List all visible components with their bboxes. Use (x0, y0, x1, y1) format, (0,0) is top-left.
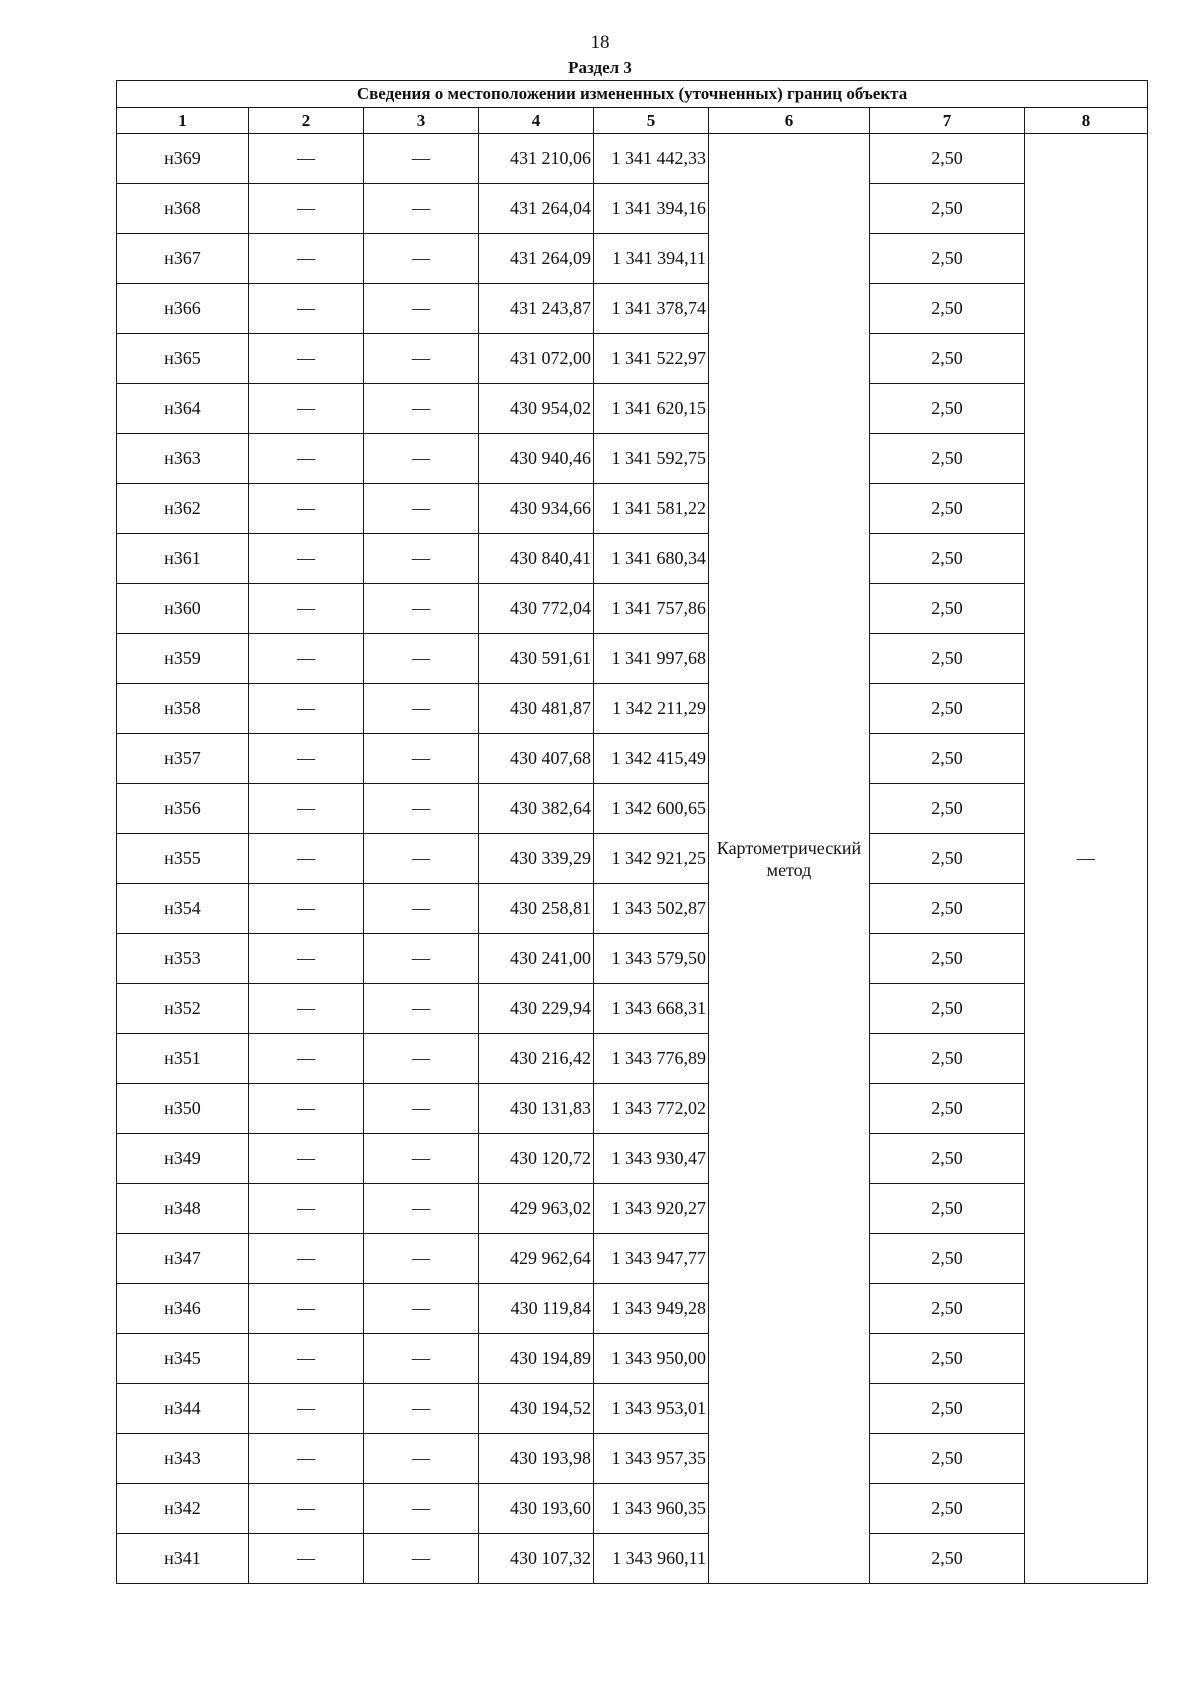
x-coordinate-cell: 430 339,29 (479, 834, 594, 884)
point-number-cell: н342 (117, 1484, 249, 1534)
point-number-cell: н364 (117, 384, 249, 434)
column-3-cell: — (364, 1034, 479, 1084)
x-coordinate-cell: 431 210,06 (479, 134, 594, 184)
x-coordinate-cell: 430 954,02 (479, 384, 594, 434)
x-coordinate-cell: 430 131,83 (479, 1084, 594, 1134)
column-header-5: 5 (594, 108, 709, 134)
y-coordinate-cell: 1 341 394,16 (594, 184, 709, 234)
accuracy-cell: 2,50 (870, 434, 1025, 484)
table-row (117, 1334, 1148, 1384)
y-coordinate-cell: 1 343 776,89 (594, 1034, 709, 1084)
x-coordinate-cell: 430 840,41 (479, 534, 594, 584)
column-numbers-row (117, 108, 1148, 134)
x-coordinate-cell: 430 382,64 (479, 784, 594, 834)
page-number: 18 (590, 32, 610, 53)
accuracy-cell: 2,50 (870, 934, 1025, 984)
y-coordinate-cell: 1 342 415,49 (594, 734, 709, 784)
column-2-cell: — (249, 1284, 364, 1334)
column-2-cell: — (249, 1034, 364, 1084)
x-coordinate-cell: 429 963,02 (479, 1184, 594, 1234)
column-3-cell: — (364, 684, 479, 734)
accuracy-cell: 2,50 (870, 234, 1025, 284)
column-3-cell: — (364, 1334, 479, 1384)
point-number-cell: н348 (117, 1184, 249, 1234)
column-2-cell: — (249, 1534, 364, 1584)
point-number-cell: н347 (117, 1234, 249, 1284)
point-number-cell: н352 (117, 984, 249, 1034)
table-row (117, 734, 1148, 784)
column-2-cell: — (249, 1184, 364, 1234)
point-number-cell: н345 (117, 1334, 249, 1384)
point-number-cell: н351 (117, 1034, 249, 1084)
table-row (117, 1034, 1148, 1084)
table-row (117, 884, 1148, 934)
y-coordinate-cell: 1 343 772,02 (594, 1084, 709, 1134)
column-header-6: 6 (709, 108, 870, 134)
point-number-cell: н356 (117, 784, 249, 834)
column-8-cell: — (1025, 134, 1148, 1584)
y-coordinate-cell: 1 341 581,22 (594, 484, 709, 534)
column-3-cell: — (364, 834, 479, 884)
section-title: Раздел 3 (568, 58, 632, 77)
column-2-cell: — (249, 1134, 364, 1184)
y-coordinate-cell: 1 343 960,35 (594, 1484, 709, 1534)
x-coordinate-cell: 430 407,68 (479, 734, 594, 784)
column-3-cell: — (364, 1484, 479, 1534)
point-number-cell: н355 (117, 834, 249, 884)
column-3-cell: — (364, 284, 479, 334)
y-coordinate-cell: 1 341 592,75 (594, 434, 709, 484)
column-3-cell: — (364, 1084, 479, 1134)
y-coordinate-cell: 1 341 757,86 (594, 584, 709, 634)
table-row (117, 1284, 1148, 1334)
column-3-cell: — (364, 334, 479, 384)
table-row (117, 784, 1148, 834)
column-3-cell: — (364, 1134, 479, 1184)
point-number-cell: н369 (117, 134, 249, 184)
column-3-cell: — (364, 934, 479, 984)
accuracy-cell: 2,50 (870, 184, 1025, 234)
x-coordinate-cell: 431 264,09 (479, 234, 594, 284)
y-coordinate-cell: 1 343 950,00 (594, 1334, 709, 1384)
column-2-cell: — (249, 134, 364, 184)
table-row (117, 284, 1148, 334)
x-coordinate-cell: 431 072,00 (479, 334, 594, 384)
point-number-cell: н359 (117, 634, 249, 684)
accuracy-cell: 2,50 (870, 1034, 1025, 1084)
boundary-coordinates-table (116, 80, 1148, 1584)
column-2-cell: — (249, 534, 364, 584)
table-row (117, 534, 1148, 584)
y-coordinate-cell: 1 343 930,47 (594, 1134, 709, 1184)
accuracy-cell: 2,50 (870, 1334, 1025, 1384)
column-2-cell: — (249, 734, 364, 784)
column-3-cell: — (364, 184, 479, 234)
column-3-cell: — (364, 1184, 479, 1234)
table-row (117, 484, 1148, 534)
point-number-cell: н341 (117, 1534, 249, 1584)
y-coordinate-cell: 1 343 960,11 (594, 1534, 709, 1584)
column-2-cell: — (249, 434, 364, 484)
column-3-cell: — (364, 984, 479, 1034)
column-2-cell: — (249, 684, 364, 734)
y-coordinate-cell: 1 342 600,65 (594, 784, 709, 834)
column-2-cell: — (249, 984, 364, 1034)
column-header-3: 3 (364, 108, 479, 134)
point-number-cell: н353 (117, 934, 249, 984)
x-coordinate-cell: 430 120,72 (479, 1134, 594, 1184)
column-2-cell: — (249, 234, 364, 284)
accuracy-cell: 2,50 (870, 1234, 1025, 1284)
y-coordinate-cell: 1 341 442,33 (594, 134, 709, 184)
x-coordinate-cell: 431 243,87 (479, 284, 594, 334)
point-number-cell: н354 (117, 884, 249, 934)
column-header-8: 8 (1025, 108, 1148, 134)
y-coordinate-cell: 1 343 579,50 (594, 934, 709, 984)
table-row (117, 1484, 1148, 1534)
y-coordinate-cell: 1 343 957,35 (594, 1434, 709, 1484)
y-coordinate-cell: 1 343 502,87 (594, 884, 709, 934)
point-number-cell: н344 (117, 1384, 249, 1434)
point-number-cell: н365 (117, 334, 249, 384)
point-number-cell: н357 (117, 734, 249, 784)
column-2-cell: — (249, 384, 364, 434)
table-header (117, 81, 1148, 134)
x-coordinate-cell: 430 107,32 (479, 1534, 594, 1584)
y-coordinate-cell: 1 341 522,97 (594, 334, 709, 384)
accuracy-cell: 2,50 (870, 1534, 1025, 1584)
point-number-cell: н366 (117, 284, 249, 334)
y-coordinate-cell: 1 343 947,77 (594, 1234, 709, 1284)
table-row (117, 384, 1148, 434)
accuracy-cell: 2,50 (870, 484, 1025, 534)
x-coordinate-cell: 430 229,94 (479, 984, 594, 1034)
x-coordinate-cell: 430 193,60 (479, 1484, 594, 1534)
column-2-cell: — (249, 484, 364, 534)
accuracy-cell: 2,50 (870, 334, 1025, 384)
y-coordinate-cell: 1 342 211,29 (594, 684, 709, 734)
table-row (117, 684, 1148, 734)
column-2-cell: — (249, 1334, 364, 1384)
table-row (117, 1384, 1148, 1434)
accuracy-cell: 2,50 (870, 834, 1025, 884)
accuracy-cell: 2,50 (870, 134, 1025, 184)
table-row (117, 1434, 1148, 1484)
accuracy-cell: 2,50 (870, 684, 1025, 734)
accuracy-cell: 2,50 (870, 1084, 1025, 1134)
column-header-4: 4 (479, 108, 594, 134)
x-coordinate-cell: 430 940,46 (479, 434, 594, 484)
point-number-cell: н361 (117, 534, 249, 584)
point-number-cell: н368 (117, 184, 249, 234)
column-header-1: 1 (117, 108, 249, 134)
table-row (117, 834, 1148, 884)
point-number-cell: н358 (117, 684, 249, 734)
column-header-2: 2 (249, 108, 364, 134)
accuracy-cell: 2,50 (870, 1484, 1025, 1534)
column-3-cell: — (364, 1534, 479, 1584)
y-coordinate-cell: 1 343 668,31 (594, 984, 709, 1034)
column-3-cell: — (364, 1434, 479, 1484)
point-number-cell: н367 (117, 234, 249, 284)
column-3-cell: — (364, 884, 479, 934)
x-coordinate-cell: 430 216,42 (479, 1034, 594, 1084)
point-number-cell: н360 (117, 584, 249, 634)
x-coordinate-cell: 429 962,64 (479, 1234, 594, 1284)
y-coordinate-cell: 1 341 997,68 (594, 634, 709, 684)
table-row (117, 184, 1148, 234)
column-2-cell: — (249, 284, 364, 334)
accuracy-cell: 2,50 (870, 1384, 1025, 1434)
accuracy-cell: 2,50 (870, 784, 1025, 834)
accuracy-cell: 2,50 (870, 1284, 1025, 1334)
column-3-cell: — (364, 434, 479, 484)
column-2-cell: — (249, 334, 364, 384)
point-number-cell: н349 (117, 1134, 249, 1184)
x-coordinate-cell: 430 934,66 (479, 484, 594, 534)
y-coordinate-cell: 1 343 953,01 (594, 1384, 709, 1434)
accuracy-cell: 2,50 (870, 534, 1025, 584)
y-coordinate-cell: 1 343 949,28 (594, 1284, 709, 1334)
column-2-cell: — (249, 584, 364, 634)
x-coordinate-cell: 430 194,89 (479, 1334, 594, 1384)
column-3-cell: — (364, 584, 479, 634)
column-2-cell: — (249, 634, 364, 684)
table-row (117, 134, 1148, 184)
point-number-cell: н362 (117, 484, 249, 534)
y-coordinate-cell: 1 343 920,27 (594, 1184, 709, 1234)
y-coordinate-cell: 1 341 680,34 (594, 534, 709, 584)
accuracy-cell: 2,50 (870, 584, 1025, 634)
column-2-cell: — (249, 1434, 364, 1484)
column-3-cell: — (364, 534, 479, 584)
accuracy-cell: 2,50 (870, 734, 1025, 784)
x-coordinate-cell: 431 264,04 (479, 184, 594, 234)
table-row (117, 434, 1148, 484)
column-2-cell: — (249, 1384, 364, 1434)
accuracy-cell: 2,50 (870, 384, 1025, 434)
column-2-cell: — (249, 834, 364, 884)
x-coordinate-cell: 430 258,81 (479, 884, 594, 934)
accuracy-cell: 2,50 (870, 884, 1025, 934)
table-row (117, 584, 1148, 634)
x-coordinate-cell: 430 241,00 (479, 934, 594, 984)
point-number-cell: н346 (117, 1284, 249, 1334)
table-row (117, 1134, 1148, 1184)
column-header-7: 7 (870, 108, 1025, 134)
accuracy-cell: 2,50 (870, 284, 1025, 334)
column-3-cell: — (364, 1234, 479, 1284)
table-row (117, 334, 1148, 384)
column-3-cell: — (364, 234, 479, 284)
table-row (117, 984, 1148, 1034)
x-coordinate-cell: 430 193,98 (479, 1434, 594, 1484)
accuracy-cell: 2,50 (870, 634, 1025, 684)
method-cell: Картометрический метод (709, 134, 870, 1584)
point-number-cell: н343 (117, 1434, 249, 1484)
x-coordinate-cell: 430 772,04 (479, 584, 594, 634)
y-coordinate-cell: 1 341 378,74 (594, 284, 709, 334)
x-coordinate-cell: 430 481,87 (479, 684, 594, 734)
column-3-cell: — (364, 484, 479, 534)
column-3-cell: — (364, 1284, 479, 1334)
y-coordinate-cell: 1 342 921,25 (594, 834, 709, 884)
column-3-cell: — (364, 634, 479, 684)
table-row (117, 234, 1148, 284)
table-row (117, 1534, 1148, 1584)
table-row (117, 634, 1148, 684)
accuracy-cell: 2,50 (870, 1184, 1025, 1234)
x-coordinate-cell: 430 194,52 (479, 1384, 594, 1434)
table-row (117, 1184, 1148, 1234)
column-3-cell: — (364, 384, 479, 434)
y-coordinate-cell: 1 341 394,11 (594, 234, 709, 284)
table-row (117, 1234, 1148, 1284)
table-title: Сведения о местоположении измененных (уточненных) границ объекта (117, 81, 1148, 108)
point-number-cell: н363 (117, 434, 249, 484)
x-coordinate-cell: 430 119,84 (479, 1284, 594, 1334)
column-3-cell: — (364, 784, 479, 834)
column-2-cell: — (249, 934, 364, 984)
column-2-cell: — (249, 1084, 364, 1134)
column-3-cell: — (364, 1384, 479, 1434)
accuracy-cell: 2,50 (870, 984, 1025, 1034)
column-2-cell: — (249, 884, 364, 934)
table-body (117, 134, 1148, 1584)
column-3-cell: — (364, 734, 479, 784)
accuracy-cell: 2,50 (870, 1434, 1025, 1484)
column-3-cell: — (364, 134, 479, 184)
y-coordinate-cell: 1 341 620,15 (594, 384, 709, 434)
accuracy-cell: 2,50 (870, 1134, 1025, 1184)
table-row (117, 934, 1148, 984)
column-2-cell: — (249, 1484, 364, 1534)
x-coordinate-cell: 430 591,61 (479, 634, 594, 684)
column-2-cell: — (249, 184, 364, 234)
point-number-cell: н350 (117, 1084, 249, 1134)
column-2-cell: — (249, 1234, 364, 1284)
column-2-cell: — (249, 784, 364, 834)
table-row (117, 1084, 1148, 1134)
